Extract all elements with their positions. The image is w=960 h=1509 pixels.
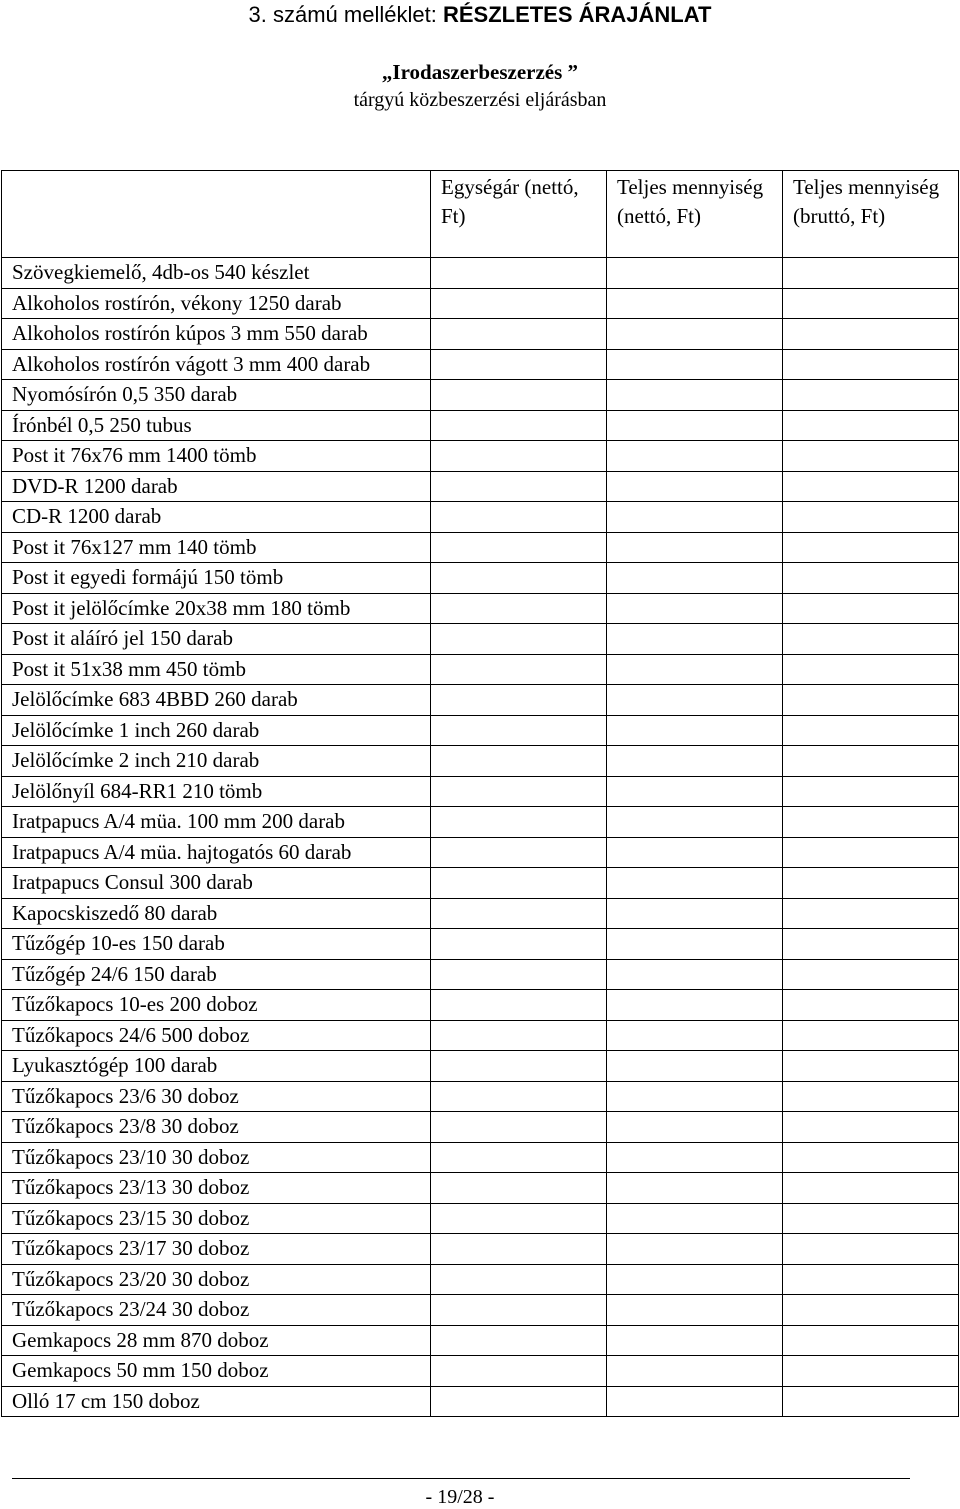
total-net-cell [607, 929, 783, 960]
total-gross-cell [783, 441, 959, 472]
table-row [2, 1203, 959, 1234]
total-gross-cell [783, 1142, 959, 1173]
unit-price-cell [431, 807, 607, 838]
total-net-cell [607, 990, 783, 1021]
item-description: Iratpapucs Consul 300 darab [2, 868, 431, 899]
table-row [2, 349, 959, 380]
item-description: Tűzőgép 10-es 150 darab [2, 929, 431, 960]
page-number: - 19/28 - [425, 1486, 495, 1508]
total-gross-cell [783, 898, 959, 929]
item-description: Jelölőnyíl 684-RR1 210 tömb [2, 776, 431, 807]
item-description: Tűzőkapocs 23/17 30 doboz [2, 1234, 431, 1265]
total-gross-cell [783, 990, 959, 1021]
item-description: Nyomósírón 0,5 350 darab [2, 380, 431, 411]
item-description: Tűzőkapocs 10-es 200 doboz [2, 990, 431, 1021]
unit-price-cell [431, 563, 607, 594]
table-row [2, 959, 959, 990]
total-net-cell [607, 1264, 783, 1295]
item-description: Post it 76x76 mm 1400 tömb [2, 441, 431, 472]
item-description: Kapocskiszedő 80 darab [2, 898, 431, 929]
header-item-name [2, 171, 431, 258]
unit-price-cell [431, 1234, 607, 1265]
total-net-cell [607, 471, 783, 502]
item-description: Tűzőgép 24/6 150 darab [2, 959, 431, 990]
total-gross-cell [783, 654, 959, 685]
item-description: Írónbél 0,5 250 tubus [2, 410, 431, 441]
unit-price-cell [431, 410, 607, 441]
total-net-cell [607, 868, 783, 899]
item-description: CD-R 1200 darab [2, 502, 431, 533]
unit-price-cell [431, 929, 607, 960]
total-net-cell [607, 654, 783, 685]
total-net-cell [607, 532, 783, 563]
item-description: Alkoholos rostírón vágott 3 mm 400 darab [2, 349, 431, 380]
unit-price-cell [431, 776, 607, 807]
total-gross-cell [783, 1264, 959, 1295]
total-gross-cell [783, 1325, 959, 1356]
total-net-cell [607, 1142, 783, 1173]
item-description: Jelölőcímke 1 inch 260 darab [2, 715, 431, 746]
unit-price-cell [431, 593, 607, 624]
total-gross-cell [783, 380, 959, 411]
total-net-cell [607, 1234, 783, 1265]
item-description: Post it jelölőcímke 20x38 mm 180 tömb [2, 593, 431, 624]
table-row [2, 837, 959, 868]
total-net-cell [607, 349, 783, 380]
total-net-cell [607, 1386, 783, 1417]
total-net-cell [607, 1020, 783, 1051]
unit-price-cell [431, 1203, 607, 1234]
total-net-cell [607, 685, 783, 716]
table-row [2, 1051, 959, 1082]
item-description: Jelölőcímke 683 4BBD 260 darab [2, 685, 431, 716]
total-net-cell [607, 1203, 783, 1234]
item-description: Post it aláíró jel 150 darab [2, 624, 431, 655]
table-row [2, 776, 959, 807]
table-row [2, 1112, 959, 1143]
total-net-cell [607, 959, 783, 990]
unit-price-cell [431, 837, 607, 868]
total-gross-cell [783, 1112, 959, 1143]
table-row [2, 1295, 959, 1326]
unit-price-cell [431, 1264, 607, 1295]
total-net-cell [607, 1295, 783, 1326]
table-row [2, 1081, 959, 1112]
unit-price-cell [431, 898, 607, 929]
unit-price-cell [431, 288, 607, 319]
unit-price-cell [431, 441, 607, 472]
unit-price-cell [431, 1142, 607, 1173]
annex-number: 3. számú melléklet: [248, 2, 437, 27]
table-row [2, 990, 959, 1021]
unit-price-cell [431, 868, 607, 899]
unit-price-cell [431, 502, 607, 533]
unit-price-cell [431, 349, 607, 380]
total-net-cell [607, 319, 783, 350]
total-gross-cell [783, 624, 959, 655]
item-description: Gemkapocs 50 mm 150 doboz [2, 1356, 431, 1387]
total-gross-cell [783, 807, 959, 838]
item-description: Olló 17 cm 150 doboz [2, 1386, 431, 1417]
unit-price-cell [431, 380, 607, 411]
annex-heading [0, 1, 960, 29]
total-gross-cell [783, 715, 959, 746]
table-row [2, 1142, 959, 1173]
total-net-cell [607, 441, 783, 472]
total-gross-cell [783, 1020, 959, 1051]
item-description: Gemkapocs 28 mm 870 doboz [2, 1325, 431, 1356]
unit-price-cell [431, 990, 607, 1021]
unit-price-cell [431, 1386, 607, 1417]
total-gross-cell [783, 776, 959, 807]
total-net-cell [607, 1051, 783, 1082]
table-row [2, 715, 959, 746]
unit-price-cell [431, 319, 607, 350]
total-gross-cell [783, 1234, 959, 1265]
unit-price-cell [431, 532, 607, 563]
table-row [2, 685, 959, 716]
unit-price-cell [431, 258, 607, 289]
item-description: Tűzőkapocs 23/8 30 doboz [2, 1112, 431, 1143]
table-row [2, 1325, 959, 1356]
total-net-cell [607, 502, 783, 533]
unit-price-cell [431, 1325, 607, 1356]
unit-price-cell [431, 715, 607, 746]
footer-divider [12, 1478, 910, 1479]
total-net-cell [607, 288, 783, 319]
item-description: Tűzőkapocs 23/15 30 doboz [2, 1203, 431, 1234]
table-row [2, 1234, 959, 1265]
total-gross-cell [783, 410, 959, 441]
total-net-cell [607, 1325, 783, 1356]
total-gross-cell [783, 685, 959, 716]
table-row [2, 593, 959, 624]
total-net-cell [607, 1356, 783, 1387]
total-net-cell [607, 1112, 783, 1143]
item-description: Szövegkiemelő, 4db-os 540 készlet [2, 258, 431, 289]
total-gross-cell [783, 593, 959, 624]
table-row [2, 471, 959, 502]
total-net-cell [607, 258, 783, 289]
unit-price-cell [431, 1295, 607, 1326]
unit-price-cell [431, 1020, 607, 1051]
total-net-cell [607, 746, 783, 777]
item-description: Alkoholos rostírón, vékony 1250 darab [2, 288, 431, 319]
total-net-cell [607, 807, 783, 838]
item-description: Lyukasztógép 100 darab [2, 1051, 431, 1082]
unit-price-cell [431, 654, 607, 685]
table-row [2, 654, 959, 685]
total-gross-cell [783, 959, 959, 990]
table-row [2, 1264, 959, 1295]
total-gross-cell [783, 471, 959, 502]
total-gross-cell [783, 929, 959, 960]
total-gross-cell [783, 746, 959, 777]
header-total-gross: Teljes mennyiség (bruttó, Ft) [783, 171, 959, 258]
item-description: Iratpapucs A/4 müa. 100 mm 200 darab [2, 807, 431, 838]
total-gross-cell [783, 502, 959, 533]
item-description: Post it egyedi formájú 150 tömb [2, 563, 431, 594]
header-total-net: Teljes mennyiség (nettó, Ft) [607, 171, 783, 258]
table-row [2, 319, 959, 350]
total-gross-cell [783, 532, 959, 563]
table-row [2, 502, 959, 533]
table-row [2, 929, 959, 960]
table-row [2, 258, 959, 289]
table-row [2, 807, 959, 838]
table-row [2, 624, 959, 655]
total-net-cell [607, 776, 783, 807]
total-gross-cell [783, 1203, 959, 1234]
table-row [2, 380, 959, 411]
total-net-cell [607, 1173, 783, 1204]
item-description: Tűzőkapocs 23/24 30 doboz [2, 1295, 431, 1326]
table-row [2, 441, 959, 472]
item-description: Post it 51x38 mm 450 tömb [2, 654, 431, 685]
total-net-cell [607, 624, 783, 655]
table-row [2, 746, 959, 777]
procurement-title: „Irodaszerbeszerzés ” [381, 60, 579, 84]
unit-price-cell [431, 746, 607, 777]
table-row [2, 288, 959, 319]
total-gross-cell [783, 1295, 959, 1326]
table-row [2, 1356, 959, 1387]
total-gross-cell [783, 349, 959, 380]
item-description: Alkoholos rostírón kúpos 3 mm 550 darab [2, 319, 431, 350]
item-description: Post it 76x127 mm 140 tömb [2, 532, 431, 563]
unit-price-cell [431, 1173, 607, 1204]
table-row [2, 1386, 959, 1417]
total-gross-cell [783, 258, 959, 289]
table-row [2, 1173, 959, 1204]
unit-price-cell [431, 471, 607, 502]
procurement-subtitle: tárgyú közbeszerzési eljárásban [353, 89, 607, 111]
item-description: Jelölőcímke 2 inch 210 darab [2, 746, 431, 777]
total-net-cell [607, 593, 783, 624]
total-net-cell [607, 1081, 783, 1112]
table-row [2, 410, 959, 441]
unit-price-cell [431, 1081, 607, 1112]
item-description: Tűzőkapocs 23/6 30 doboz [2, 1081, 431, 1112]
total-gross-cell [783, 837, 959, 868]
total-net-cell [607, 410, 783, 441]
table-row [2, 1020, 959, 1051]
unit-price-cell [431, 685, 607, 716]
unit-price-cell [431, 624, 607, 655]
item-description: Tűzőkapocs 23/20 30 doboz [2, 1264, 431, 1295]
total-gross-cell [783, 288, 959, 319]
total-gross-cell [783, 1356, 959, 1387]
table-row [2, 898, 959, 929]
total-gross-cell [783, 1081, 959, 1112]
annex-title: RÉSZLETES ÁRAJÁNLAT [442, 2, 712, 27]
unit-price-cell [431, 1051, 607, 1082]
table-header-row [2, 171, 959, 258]
item-description: DVD-R 1200 darab [2, 471, 431, 502]
total-net-cell [607, 715, 783, 746]
header-unit-price: Egységár (nettó, Ft) [431, 171, 607, 258]
total-gross-cell [783, 1173, 959, 1204]
total-net-cell [607, 563, 783, 594]
total-net-cell [607, 380, 783, 411]
item-description: Tűzőkapocs 23/10 30 doboz [2, 1142, 431, 1173]
price-quote-table [1, 170, 959, 1417]
total-gross-cell [783, 868, 959, 899]
total-gross-cell [783, 563, 959, 594]
unit-price-cell [431, 959, 607, 990]
item-description: Tűzőkapocs 23/13 30 doboz [2, 1173, 431, 1204]
total-net-cell [607, 898, 783, 929]
total-gross-cell [783, 1386, 959, 1417]
total-net-cell [607, 837, 783, 868]
table-body [2, 258, 959, 1417]
total-gross-cell [783, 1051, 959, 1082]
item-description: Iratpapucs A/4 müa. hajtogatós 60 darab [2, 837, 431, 868]
table-row [2, 563, 959, 594]
table-row [2, 868, 959, 899]
unit-price-cell [431, 1356, 607, 1387]
table-row [2, 532, 959, 563]
item-description: Tűzőkapocs 24/6 500 doboz [2, 1020, 431, 1051]
total-gross-cell [783, 319, 959, 350]
unit-price-cell [431, 1112, 607, 1143]
